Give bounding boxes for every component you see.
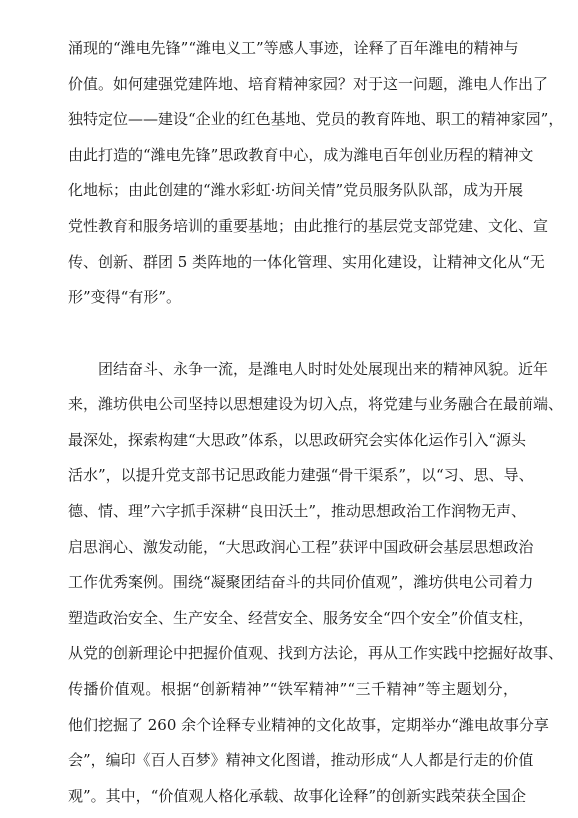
- text-line: 活水”，以提升党支部书记思政能力建强“骨干渠系”，以“习、思、导、: [68, 466, 534, 484]
- text-line: 他们挖掘了 260 余个诠释专业精神的文化故事，定期举办“潍电故事分享: [68, 716, 549, 734]
- text-line: 传播价值观。根据“创新精神”“铁军精神”“三千精神”等主题划分，: [68, 680, 518, 698]
- text-line: 团结奋斗、永争一流，是潍电人时时处处展现出来的精神风貌。近年: [98, 360, 549, 378]
- text-line: 启思润心、激发动能，“大思政润心工程”获评中国政研会基层思想政治: [68, 538, 534, 556]
- text-line: 化地标；由此创建的“潍水彩虹·坊间关情”党员服务队队部，成为开展: [68, 181, 524, 199]
- text-line: 党性教育和服务培训的重要基地；由此推行的基层党支部党建、文化、宣: [68, 217, 549, 235]
- text-line: 传、创新、群团 5 类阵地的一体化管理、实用化建设，让精神文化从“无: [68, 253, 545, 271]
- text-line: 涌现的“潍电先锋”“潍电义工”等感人事迹，诠释了百年潍电的精神与: [68, 39, 519, 57]
- text-line: 从党的创新理论中把握价值观、找到方法论，再从工作实践中挖掘好故事、: [68, 644, 564, 662]
- text-line: 价值。如何建强党建阵地、培育精神家园？对于这一问题，潍电人作出了: [68, 75, 549, 93]
- text-line: 工作优秀案例。围绕“凝聚团结奋斗的共同价值观”，潍坊供电公司着力: [68, 573, 534, 591]
- text-line: 独特定位——建设“企业的红色基地、党员的教育阵地、职工的精神家园”，: [68, 110, 564, 128]
- text-line: 形”变得“有形”。: [68, 288, 182, 306]
- text-line: 最深处，探索构建“大思政”体系，以思政研究会实体化运作引入“源头: [68, 431, 527, 449]
- text-line: 塑造政治安全、生产安全、经营安全、服务安全“四个安全”价值支柱，: [68, 609, 534, 627]
- text-line: 由此打造的“潍电先锋”思政教育中心，成为潍电百年创业历程的精神文: [68, 146, 534, 164]
- text-line: 来，潍坊供电公司坚持以思想建设为切入点，将党建与业务融合在最前端、: [68, 395, 564, 413]
- text-line: 德、情、理”六字抓手深耕“良田沃土”，推动思想政治工作润物无声、: [68, 502, 527, 520]
- text-line: 会”，编印《百人百梦》精神文化图谱，推动形成“人人都是行走的价值: [68, 751, 534, 769]
- text-line: 观”。其中，“价值观人格化承载、故事化诠释”的创新实践荣获全国企: [68, 787, 527, 805]
